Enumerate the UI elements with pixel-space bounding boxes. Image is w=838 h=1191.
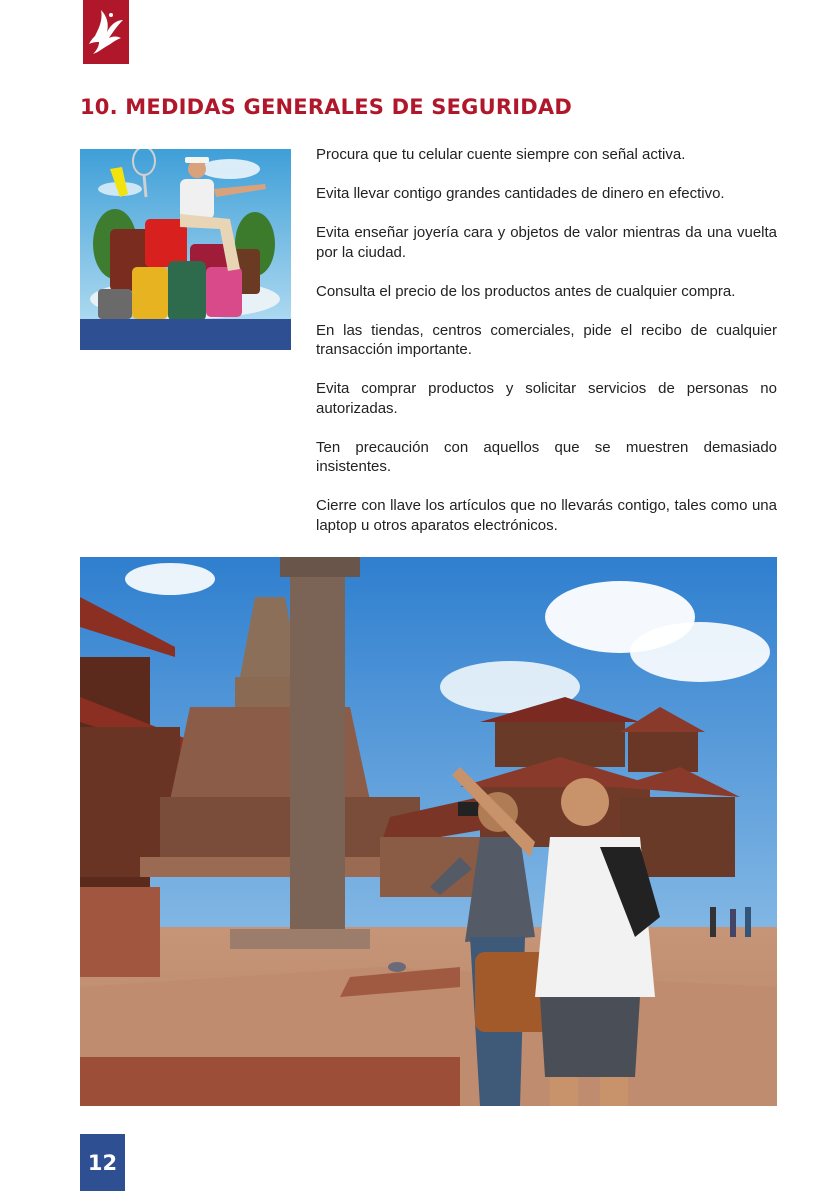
bird-logo-icon — [87, 6, 125, 58]
section-title: 10. MEDIDAS GENERALES DE SEGURIDAD — [80, 95, 572, 119]
list-item: Consulta el precio de los productos antes de cualquier compra. — [316, 282, 736, 300]
page-number: 12 — [80, 1134, 125, 1191]
list-item: En las tiendas, centros comerciales, pide el recibo de cualquier transacción importante. — [316, 321, 777, 358]
list-item: Evita llevar contigo grandes cantidades de dinero en efectivo. — [316, 185, 725, 202]
list-item: Evita enseñar joyería cara y objetos de valor mientras da una vuelta por la ciudad. — [316, 224, 777, 261]
tourists-temple-photo — [80, 557, 777, 1106]
list-item: Cierre con llave los artículos que no llevarás contigo, tales como una laptop u otros aparatos electrónicos. — [316, 497, 777, 534]
list-item: Ten precaución con aquellos que se muestren demasiado insistentes. — [316, 438, 777, 475]
list-item: Procura que tu celular cuente siempre con señal activa. — [316, 146, 686, 163]
traveler-luggage-photo — [80, 149, 291, 350]
brand-logo — [83, 0, 129, 64]
safety-tips-list — [316, 145, 777, 555]
list-item: Evita comprar productos y solicitar servicios de personas no autorizadas. — [316, 380, 777, 417]
